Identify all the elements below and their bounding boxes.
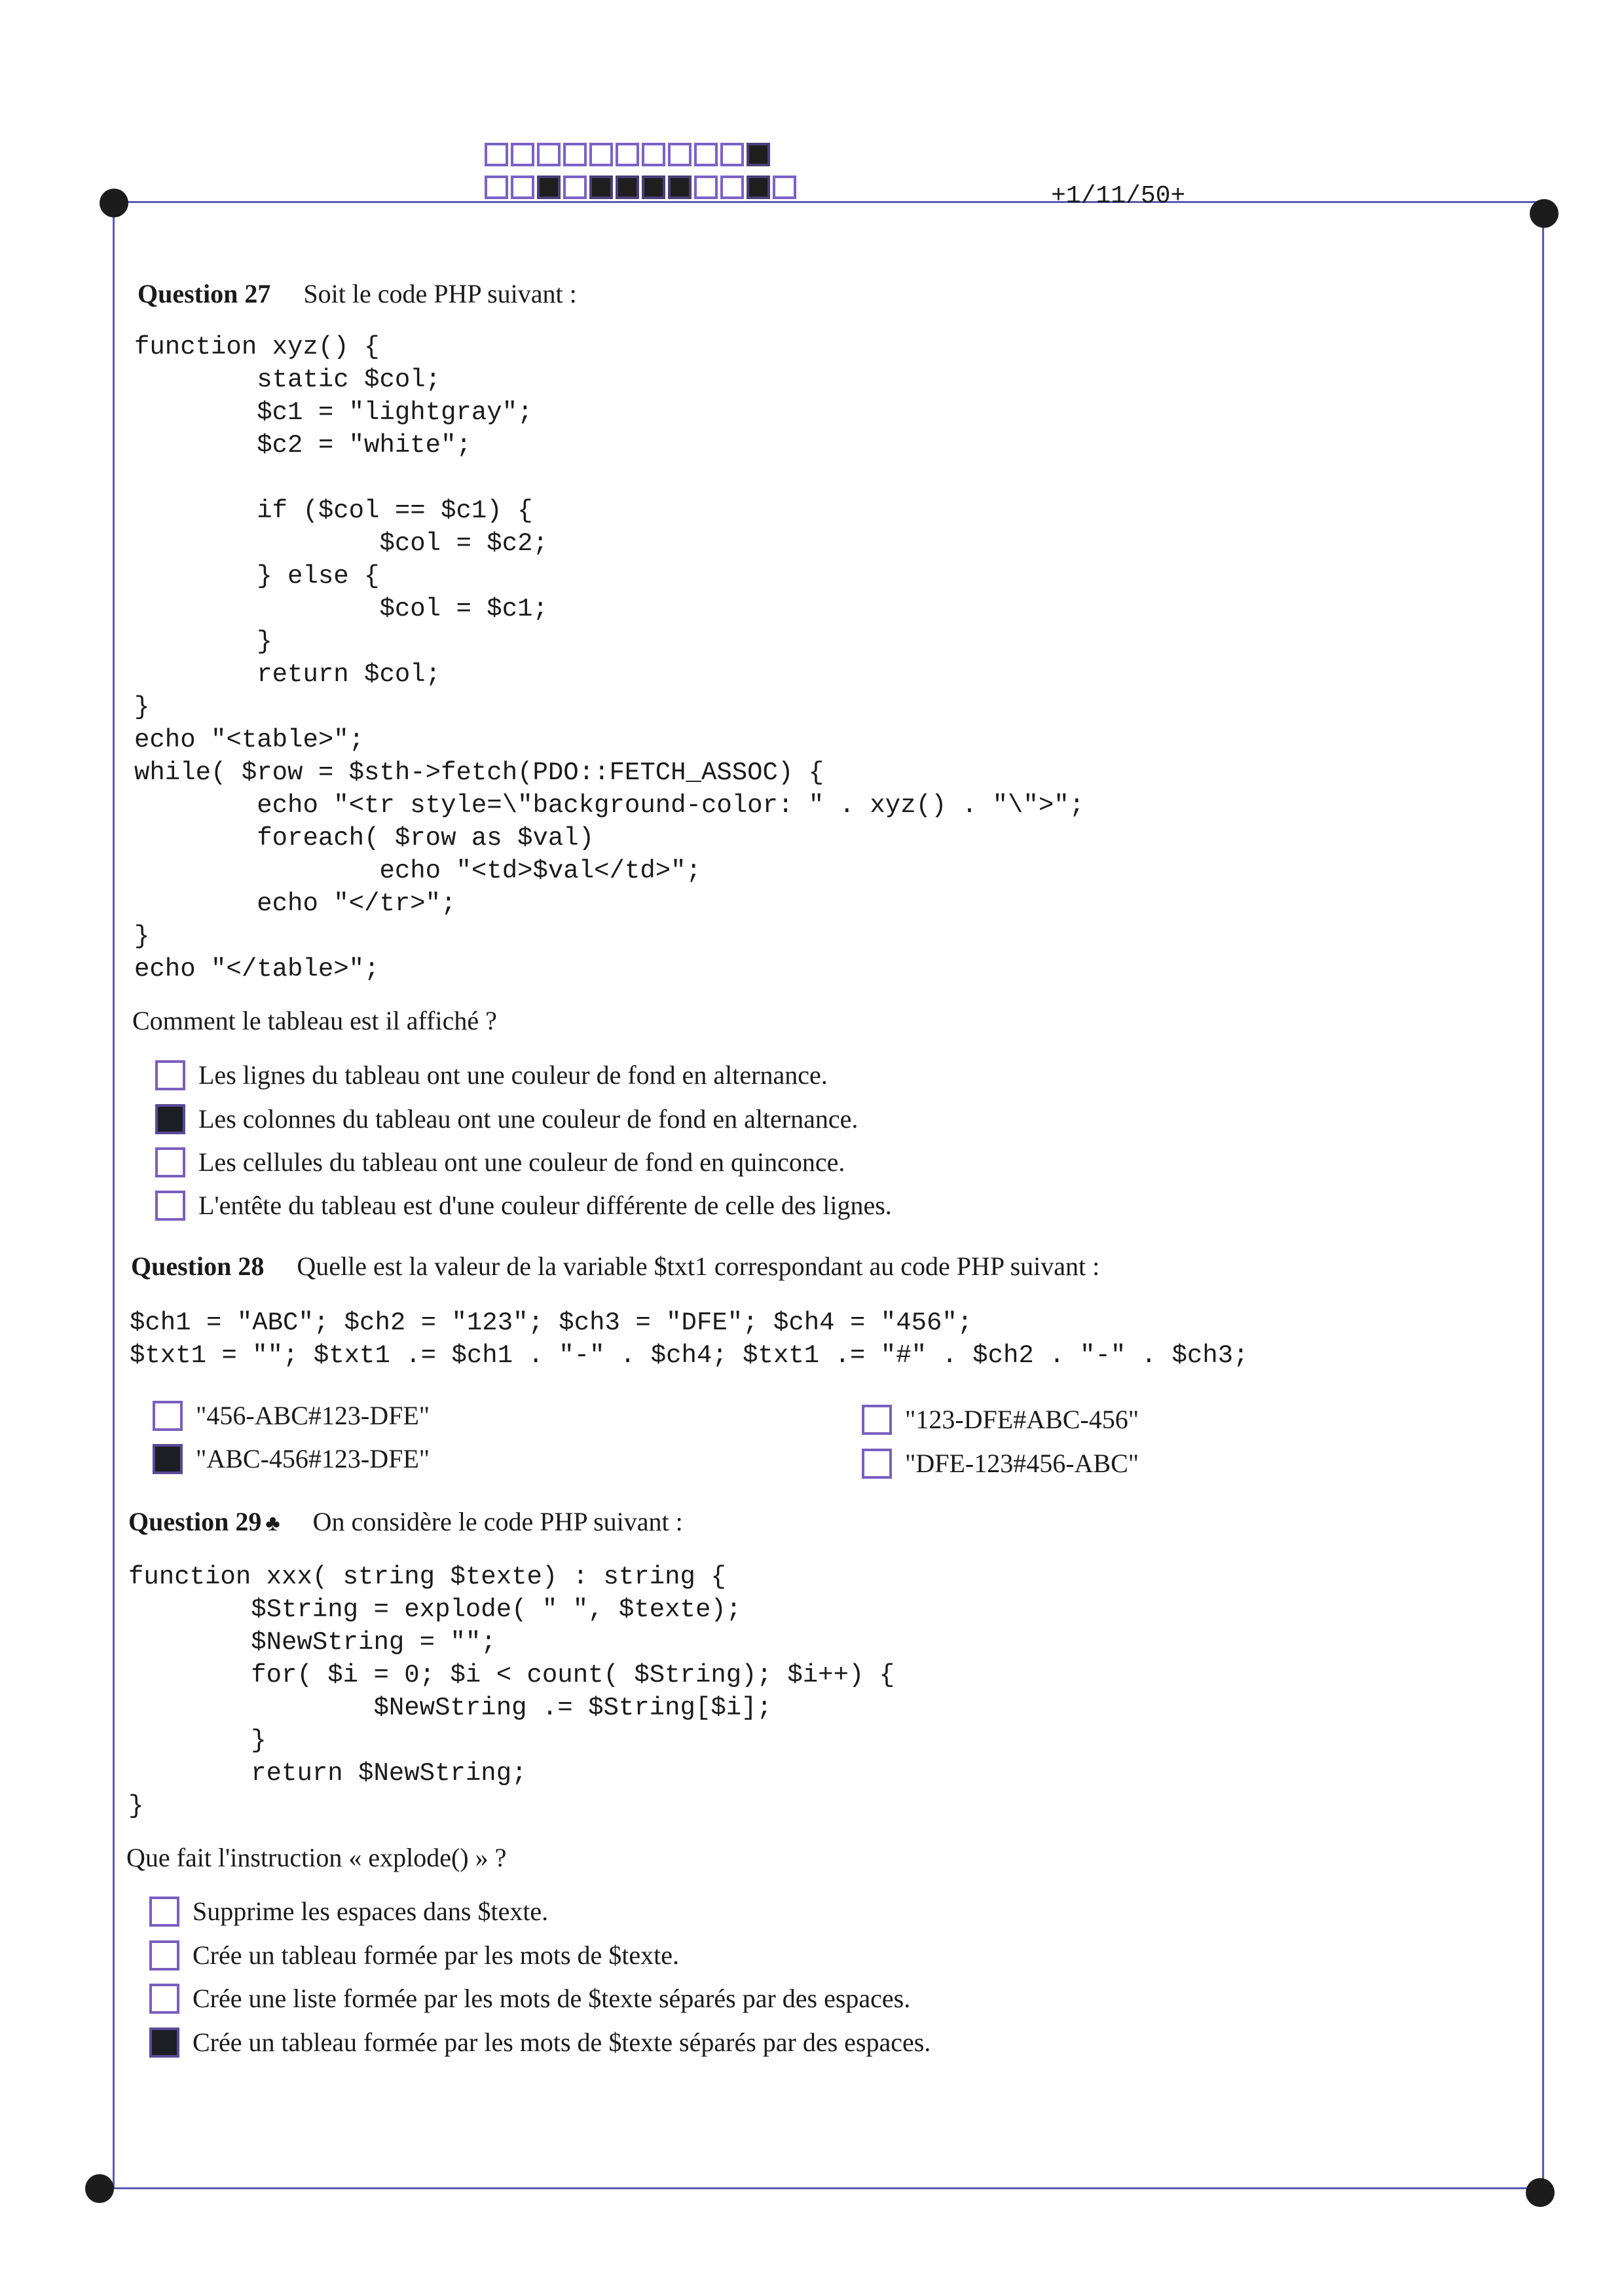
q27-option[interactable] xyxy=(155,1060,828,1090)
frame-right-line xyxy=(1542,213,1544,2191)
q29-option[interactable] xyxy=(149,2027,931,2058)
frame-top-line xyxy=(113,201,1544,203)
frame-bottom-line xyxy=(100,2187,1544,2189)
id-code-box xyxy=(537,176,561,199)
q28-label: Question 28 xyxy=(131,1251,265,1281)
q28-option-label: "456-ABC#123-DFE" xyxy=(196,1401,430,1430)
id-code-box xyxy=(747,143,770,166)
id-code-box xyxy=(694,143,718,166)
q27-checkbox[interactable] xyxy=(155,1191,185,1221)
q27-checkbox[interactable] xyxy=(155,1060,185,1090)
id-code-box xyxy=(616,143,639,166)
q28-option-label: "123-DFE#ABC-456" xyxy=(905,1405,1139,1434)
q28-option-label: "ABC-456#123-DFE" xyxy=(196,1444,430,1473)
id-code-row-1 xyxy=(485,143,770,166)
q27-label: Question 27 xyxy=(138,279,271,308)
id-code-box xyxy=(563,143,587,166)
id-code-box xyxy=(773,176,796,199)
id-code-box xyxy=(616,176,639,199)
q29-option[interactable] xyxy=(149,1896,548,1927)
q29-option-label: Crée une liste formée par les mots de $texte séparés par des espaces. xyxy=(193,1984,911,2013)
q28-header xyxy=(131,1251,1099,1282)
id-code-box xyxy=(485,143,508,166)
corner-mark-top-left xyxy=(100,189,128,217)
id-code-box xyxy=(589,143,613,166)
q27-header xyxy=(138,278,577,309)
q28-checkbox[interactable] xyxy=(153,1401,183,1431)
q29-prompt: Que fait l'instruction « explode() » ? xyxy=(126,1843,507,1872)
id-code-box xyxy=(668,176,692,199)
q27-option-label: L'entête du tableau est d'une couleur différente de celle des lignes. xyxy=(198,1191,892,1220)
id-code-box xyxy=(485,176,508,199)
corner-mark-bottom-right xyxy=(1526,2178,1555,2207)
q28-option[interactable] xyxy=(153,1443,430,1474)
q27-option[interactable] xyxy=(155,1147,845,1177)
q27-option-label: Les lignes du tableau ont une couleur de fond en alternance. xyxy=(198,1060,828,1090)
q27-checkbox[interactable] xyxy=(155,1104,185,1134)
q27-option[interactable] xyxy=(155,1190,892,1221)
q29-header xyxy=(128,1506,683,1537)
id-code-box xyxy=(589,176,613,199)
frame-left-line xyxy=(113,201,115,2189)
corner-mark-top-right xyxy=(1530,199,1559,228)
q28-option[interactable] xyxy=(862,1404,1139,1435)
q29-option[interactable] xyxy=(149,1940,679,1971)
q27-option[interactable] xyxy=(155,1103,858,1134)
q27-option-label: Les cellules du tableau ont une couleur de fond en quinconce. xyxy=(198,1147,845,1177)
club-icon: ♣ xyxy=(265,1511,280,1536)
page-id: +1/11/50+ xyxy=(1051,182,1186,210)
corner-mark-bottom-left xyxy=(85,2174,114,2203)
id-code-box xyxy=(642,143,665,166)
q29-code-block: function xxx( string $texte) : string { $String = explode( " ", $texte); $NewString = ""; for( $i = 0; $i < count( $String); $i++) { $NewString .= $String[$i]; } return $NewString; } xyxy=(128,1563,895,1821)
id-code-box xyxy=(720,143,744,166)
id-code-box xyxy=(511,143,534,166)
id-code-box xyxy=(511,176,534,199)
id-code-box xyxy=(668,143,692,166)
id-code-box xyxy=(642,176,665,199)
q28-code-block: $ch1 = "ABC"; $ch2 = "123"; $ch3 = "DFE"; $ch4 = "456"; $txt1 = ""; $txt1 .= $ch1 . "-" . $ch4; $txt1 .= "#" . $ch2 . "-" . $ch3; xyxy=(130,1308,1249,1370)
id-code-box xyxy=(720,176,744,199)
q27-checkbox[interactable] xyxy=(155,1147,185,1177)
q29-option-label: Crée un tableau formée par les mots de $texte. xyxy=(193,1940,680,1970)
q28-checkbox[interactable] xyxy=(862,1405,892,1435)
q29-option-label: Supprime les espaces dans $texte. xyxy=(193,1897,549,1926)
q27-option-label: Les colonnes du tableau ont une couleur de fond en alternance. xyxy=(198,1104,858,1134)
q29-checkbox[interactable] xyxy=(149,2028,179,2058)
q29-option[interactable] xyxy=(149,1983,910,2014)
q27-code-block: function xyz() { static $col; $c1 = "lightgray"; $c2 = "white"; if ($col == $c1) { $col = $c2; } else { $col = $c1; } return $col; } echo "<table>"; while( $row = $sth->fetch(PDO::FETCH_ASSOC) { echo "<tr style=\"background-color: " . xyz() . "\">"; foreach( $row as $val) echo "<td>$val</td>"; echo "</tr>"; } echo "</table>"; xyxy=(134,333,1085,984)
id-code-box xyxy=(694,176,718,199)
q29-label: Question 29 ♣ xyxy=(128,1507,280,1536)
id-code-box xyxy=(537,143,561,166)
q29-checkbox[interactable] xyxy=(149,1897,179,1927)
q27-title: Soit le code PHP suivant : xyxy=(303,279,577,308)
q29-checkbox[interactable] xyxy=(149,1984,179,2014)
q29-checkbox[interactable] xyxy=(149,1940,179,1971)
q27-prompt: Comment le tableau est il affiché ? xyxy=(132,1006,497,1035)
q28-option[interactable] xyxy=(153,1400,430,1431)
q28-title: Quelle est la valeur de la variable $txt1 correspondant au code PHP suivant : xyxy=(297,1251,1100,1281)
q28-checkbox[interactable] xyxy=(153,1444,183,1474)
q28-option[interactable] xyxy=(862,1448,1139,1479)
q29-title: On considère le code PHP suivant : xyxy=(312,1507,683,1536)
q28-checkbox[interactable] xyxy=(862,1449,892,1479)
q29-option-label: Crée un tableau formée par les mots de $texte séparés par des espaces. xyxy=(193,2028,931,2057)
id-code-row-2 xyxy=(485,176,796,199)
id-code-box xyxy=(563,176,587,199)
id-code-box xyxy=(747,176,770,199)
q28-option-label: "DFE-123#456-ABC" xyxy=(905,1449,1139,1478)
